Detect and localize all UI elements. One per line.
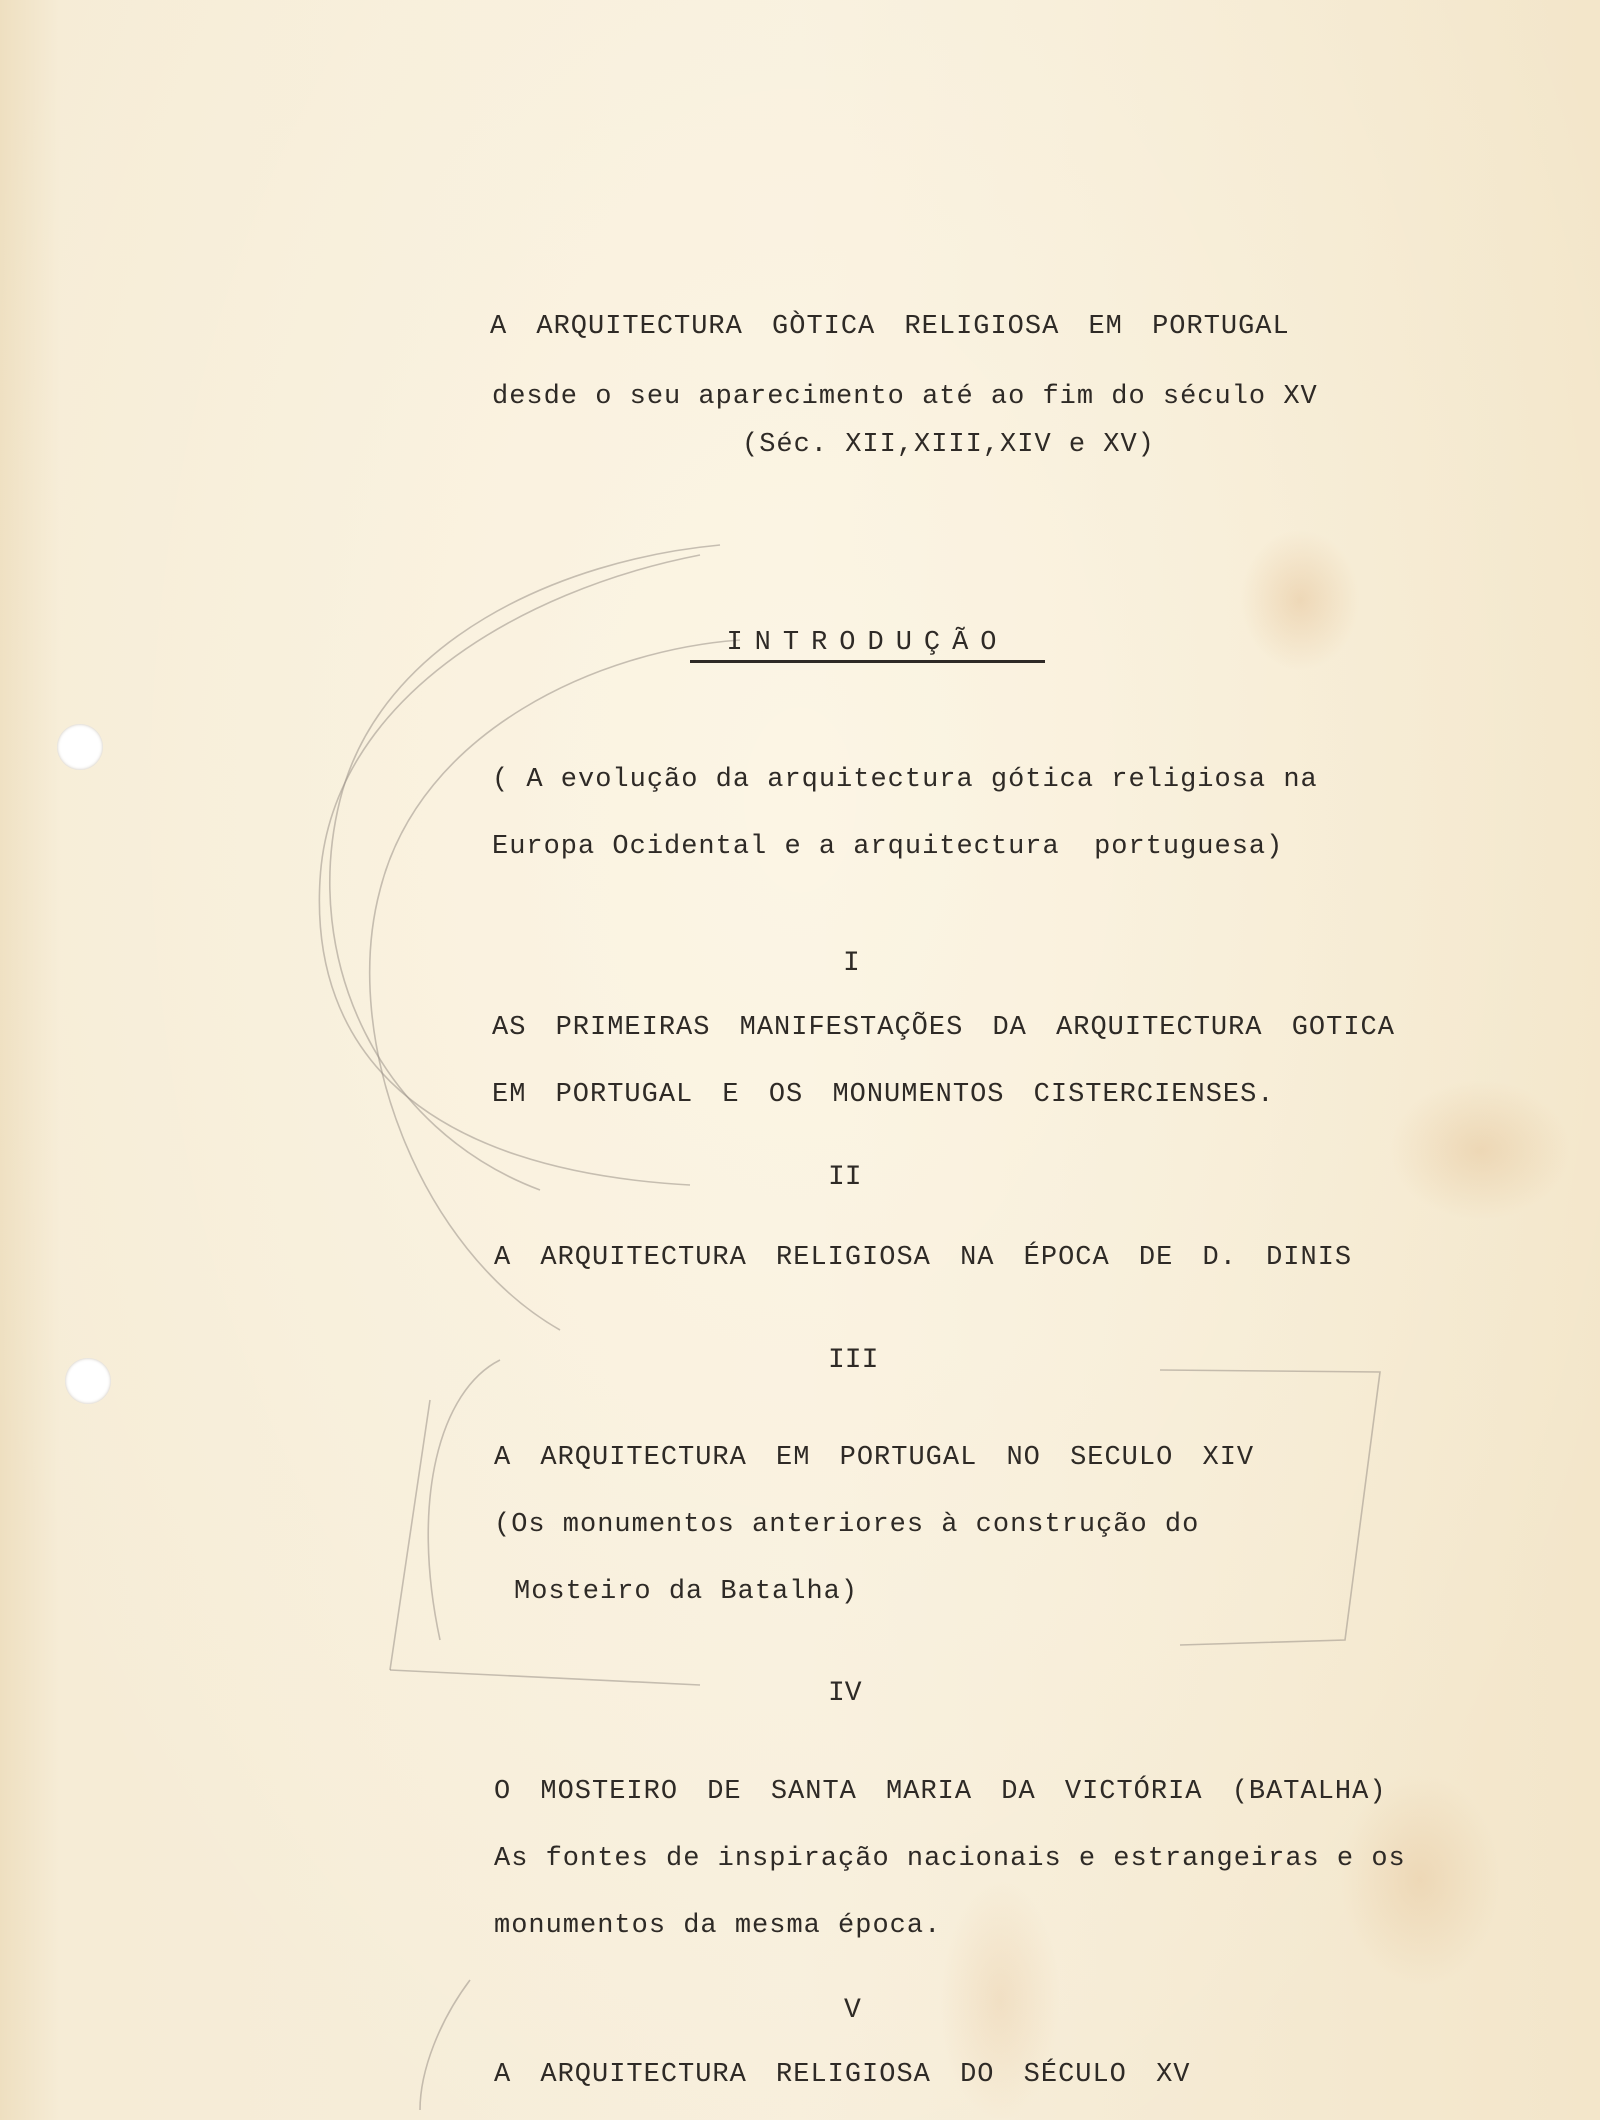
chapter-4-line-2: As fontes de inspiração nacionais e estrangeiras e os bbox=[494, 1844, 1406, 1874]
chapter-1-numeral: I bbox=[843, 948, 860, 979]
chapter-3-line-3: Mosteiro da Batalha) bbox=[514, 1577, 859, 1607]
chapter-3-numeral: III bbox=[828, 1345, 879, 1376]
document-title: A ARQUITECTURA GÒTICA RELIGIOSA EM PORTUGAL bbox=[490, 312, 1290, 342]
chapter-4-numeral: IV bbox=[828, 1678, 862, 1709]
chapter-2-title: A ARQUITECTURA RELIGIOSA NA ÉPOCA DE D. DINIS bbox=[494, 1243, 1353, 1273]
chapter-4-line-3: monumentos da mesma época. bbox=[494, 1911, 942, 1941]
introduction-line-2: Europa Ocidental e a arquitectura portuguesa) bbox=[492, 832, 1284, 862]
document-centuries: (Séc. XII,XIII,XIV e XV) bbox=[742, 430, 1155, 460]
document-subtitle: desde o seu aparecimento até ao fim do século XV bbox=[492, 382, 1318, 412]
chapter-1-subtitle: EM PORTUGAL E OS MONUMENTOS CISTERCIENSES. bbox=[492, 1080, 1275, 1110]
chapter-2-numeral: II bbox=[828, 1162, 862, 1193]
chapter-3-line-2: (Os monumentos anteriores à construção do bbox=[494, 1510, 1200, 1540]
chapter-1-title: AS PRIMEIRAS MANIFESTAÇÕES DA ARQUITECTURA GOTICA bbox=[492, 1013, 1395, 1043]
introduction-heading: INTRODUÇÃO bbox=[690, 628, 1045, 663]
introduction-line-1: ( A evolução da arquitectura gótica religiosa na bbox=[492, 765, 1318, 795]
chapter-5-title: A ARQUITECTURA RELIGIOSA DO SÉCULO XV bbox=[494, 2060, 1191, 2090]
chapter-5-numeral: V bbox=[844, 1995, 861, 2026]
chapter-3-title: A ARQUITECTURA EM PORTUGAL NO SECULO XIV bbox=[494, 1443, 1255, 1473]
chapter-4-title: O MOSTEIRO DE SANTA MARIA DA VICTÓRIA (BATALHA) bbox=[494, 1777, 1387, 1807]
